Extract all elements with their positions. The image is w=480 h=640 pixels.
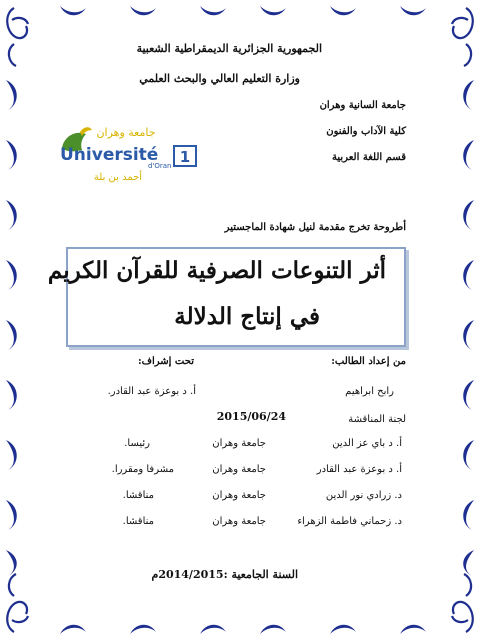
university-name: جامعة السانية وهران <box>319 100 406 111</box>
member-university: جامعة وهران <box>212 490 266 501</box>
thesis-title-box <box>47 247 406 347</box>
member-role: مشرفا ومقررا. <box>111 464 174 475</box>
thesis-intro: أطروحة تخرج مقدمة لنيل شهادة الماجستير <box>224 222 406 233</box>
committee-label: لجنة المناقشة <box>348 414 406 425</box>
faculty-name: كلية الآداب والفنون <box>326 126 406 137</box>
logo-arabic-top: جامعة وهران <box>96 126 156 139</box>
supervisor-label: تحت إشراف: <box>137 356 194 367</box>
university-logo <box>56 122 206 184</box>
member-role: مناقشا. <box>122 490 154 501</box>
member-university: جامعة وهران <box>212 464 266 475</box>
supervisor-name: أ. د بوعزة عبد القادر. <box>107 386 196 397</box>
defense-date: 2015/06/24 <box>216 410 286 423</box>
member-name: أ. د بوعزة عبد القادر <box>316 464 402 475</box>
student-label: من إعداد الطالب: <box>331 356 406 367</box>
member-university: جامعة وهران <box>212 516 266 527</box>
logo-latin: Université <box>60 145 159 165</box>
member-role: مناقشا. <box>122 516 154 527</box>
student-name: رابح ابراهيم <box>345 386 394 397</box>
academic-year: السنة الجامعية :2014/2015م <box>151 568 298 581</box>
member-university: جامعة وهران <box>212 438 266 449</box>
thesis-title-line2: في إنتاج الدلالة <box>174 303 320 330</box>
member-name: د. زرادي نور الدين <box>325 490 402 501</box>
member-name: أ. د باي عز الدين <box>332 438 402 449</box>
member-role: رئيسا. <box>124 438 150 449</box>
logo-number: 1 <box>179 148 191 166</box>
ministry-name: وزارة التعليم العالي والبحث العلمي <box>139 72 300 85</box>
logo-latin-sub: d'Oran <box>148 162 172 170</box>
department-name: قسم اللغة العربية <box>332 152 406 163</box>
thesis-title-line1: أثر التنوعات الصرفية للقرآن الكريم <box>47 257 386 284</box>
republic-name: الجمهورية الجزائرية الديمقراطية الشعبية <box>136 42 322 55</box>
logo-arabic-bottom: أحمد بن بلة <box>93 172 143 183</box>
member-name: د. زحماني فاطمة الزهراء <box>297 516 402 527</box>
